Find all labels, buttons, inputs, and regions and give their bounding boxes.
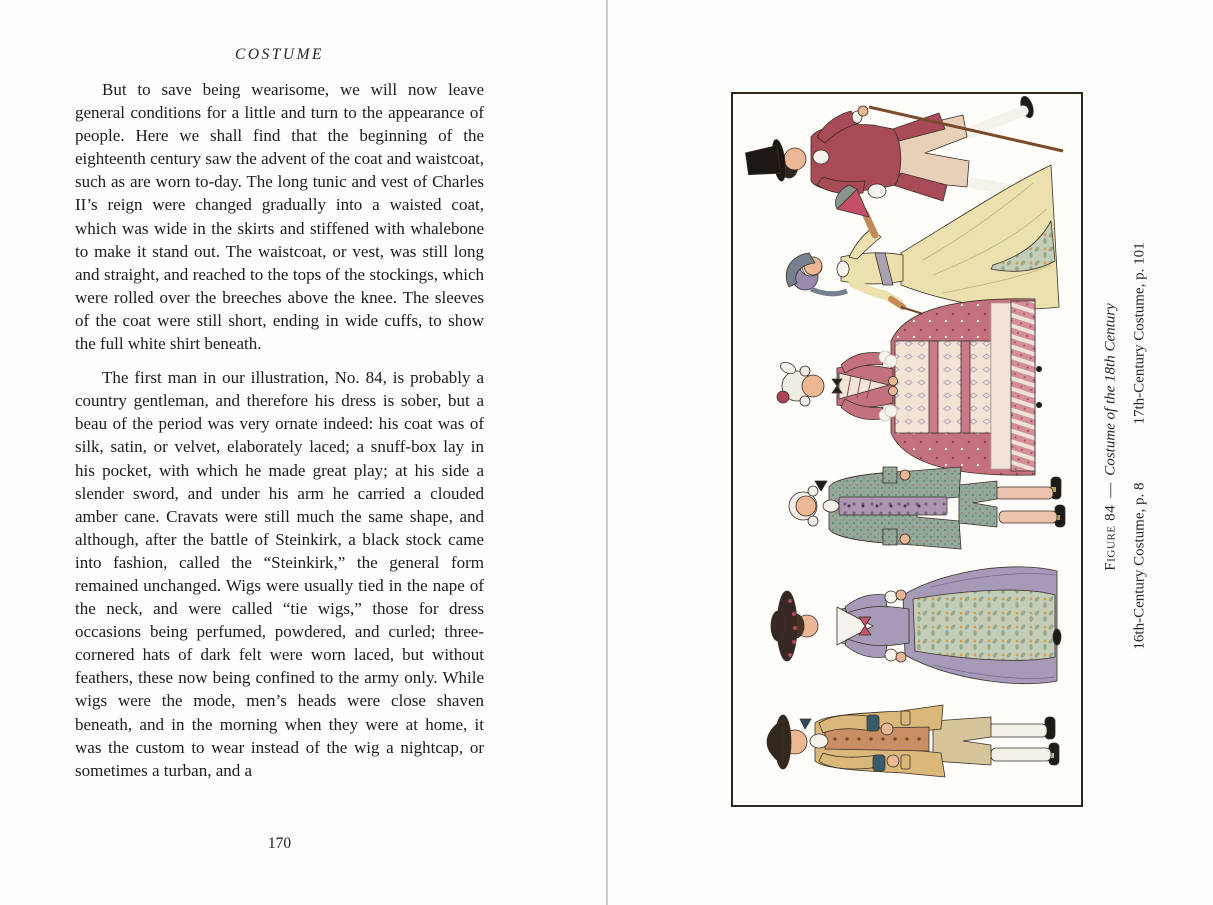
paragraph-2: The first man in our illustration, No. 84, is probably a country gentleman, and therefore his dress is sober, but a beau of the period was very ornate indeed: his coat was of silk, satin, or velvet, elaborately laced; a snuff-box lay in his pocket, with which he made great play; at his side a slender sword, and under his arm he carried a clouded amber cane. Cravats were still much the same shape, and although, after the battle of Steinkirk, a black stock came into fashion, called the “Steinkirk,” the general form remained unchanged. Wigs were usually tied in the nape of the neck, and were called “tie wigs,” those for dress occasions being perfumed, powdered, and curled; three-cornered hats of dark felt were worn laced, but without feathers, these now being confined to the army only. While wigs were the mode, men’s heads were close shaven beneath, and in the morning when they were at home, it was the custom to wear instead of the wig a nightcap, or sometimes a turban, and a (75, 368, 484, 780)
caption-dash: — (1102, 482, 1119, 498)
costume-plate-illustration (733, 94, 1081, 805)
figure-mauve-gown-lady (771, 567, 1061, 684)
ref-17th-century: 17th-Century Costume, p. 101 (1131, 242, 1148, 425)
page-gutter-divider (606, 0, 608, 905)
plate-frame (731, 92, 1083, 807)
figure-buff-coat-man (767, 705, 1059, 777)
body-text (75, 78, 484, 793)
figure-label: Figure 84 (1102, 504, 1119, 571)
page-number: 170 (267, 835, 292, 852)
figure-sage-suit-man (789, 467, 1065, 549)
ref-16th-century: 16th-Century Costume, p. 8 (1131, 482, 1148, 650)
cross-references (1132, 242, 1149, 649)
figure-caption (1103, 303, 1120, 571)
paragraph-1: But to save being wearisome, we will now leave general conditions for a little and turn to the appearance of people. Here we shall find that the beginning of the eighteenth century saw the advent of the coat and waistcoat, such as are worn to-day. The long tunic and vest of Charles II’s reign were changed gradually into a waisted coat, which was wide in the skirts and stiffened with whalebone to make it stand out. The waistcoat, or vest, was still long and straight, and reached to the tops of the stockings, which were rolled over the breeches above the knee. The sleeves of the coat were still short, ending in wide cuffs, to show the full white shirt beneath. (75, 80, 484, 354)
running-head: COSTUME (235, 46, 324, 63)
figure-title: Costume of the 18th Century (1102, 303, 1119, 476)
figure-rose-pannier-lady (777, 299, 1042, 475)
